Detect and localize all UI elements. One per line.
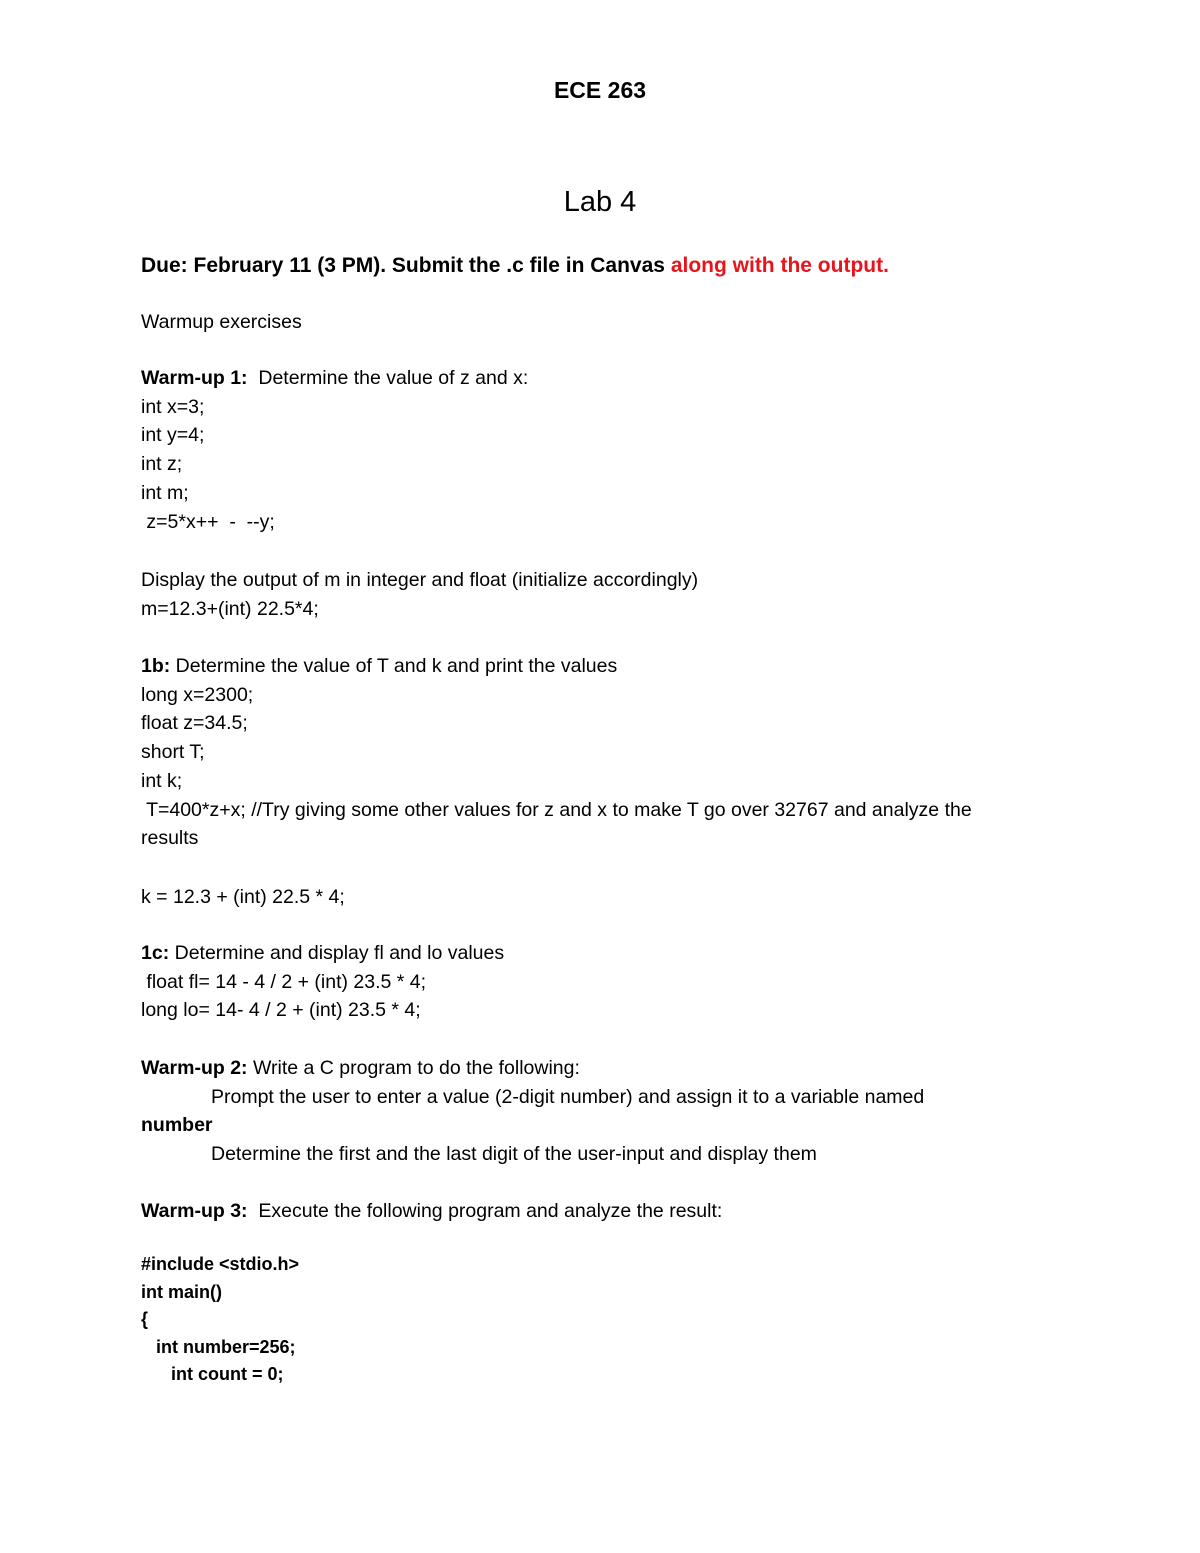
- warmup3-label: Warm-up 3:: [141, 1200, 248, 1222]
- code-line: int main(): [141, 1281, 222, 1302]
- warmup1-label: Warm-up 1:: [141, 367, 248, 389]
- code-line: int z;: [141, 453, 183, 476]
- part1c-label: 1c:: [141, 942, 170, 964]
- code-line: z=5*x++ - --y;: [141, 510, 275, 533]
- due-line: [141, 252, 889, 280]
- part1b-label: 1b:: [141, 655, 171, 677]
- due-highlight: along with the output.: [670, 254, 889, 277]
- prompt-line: Prompt the user to enter a value (2-digit number) and assign it to a variable named: [211, 1085, 925, 1108]
- due-text: Due: February 11 (3 PM). Submit the .c file in Canvas: [141, 254, 671, 277]
- warmup3-code: [141, 1251, 299, 1389]
- determine-line: Determine the first and the last digit of the user-input and display them: [211, 1143, 817, 1166]
- code-line: int y=4;: [141, 424, 205, 447]
- m-expression: m=12.3+(int) 22.5*4;: [141, 597, 319, 620]
- code-line: short T;: [141, 741, 205, 764]
- part1b-text: Determine the value of T and k and print the values: [170, 655, 618, 677]
- code-line: float z=34.5;: [141, 712, 248, 735]
- warmup2-label: Warm-up 2:: [141, 1057, 248, 1079]
- k-line: k = 12.3 + (int) 22.5 * 4;: [141, 886, 345, 908]
- warmup-heading: Warmup exercises: [141, 311, 302, 333]
- code-line: long lo= 14- 4 / 2 + (int) 23.5 * 4;: [141, 999, 421, 1022]
- display-text: Display the output of m in integer and float (initialize accordingly): [141, 569, 699, 591]
- part1c-block: [141, 939, 504, 1025]
- t-line-cont: results: [141, 827, 199, 850]
- part1c-heading: [141, 939, 504, 968]
- code-line: long x=2300;: [141, 683, 254, 706]
- code-line: float fl= 14 - 4 / 2 + (int) 23.5 * 4;: [141, 970, 427, 993]
- part1b-heading: [141, 652, 972, 681]
- code-line: int m;: [141, 481, 189, 504]
- lab-title: Lab 4: [563, 186, 637, 218]
- display-block: [141, 566, 698, 623]
- part1c-text: Determine and display fl and lo values: [169, 942, 505, 964]
- warmup3-text: Execute the following program and analyze the result:: [247, 1200, 723, 1222]
- warmup2-text: Write a C program to do the following:: [247, 1057, 580, 1079]
- course-title: ECE 263: [553, 77, 647, 103]
- code-line: int count = 0;: [141, 1364, 284, 1384]
- warmup3-heading: [141, 1197, 722, 1226]
- number-word: number: [141, 1114, 213, 1137]
- warmup1-heading: [141, 364, 528, 393]
- warmup2-heading: [141, 1054, 924, 1083]
- part1b-block: [141, 652, 972, 853]
- code-line: {: [141, 1309, 149, 1329]
- warmup1-text: Determine the value of z and x:: [247, 367, 529, 389]
- warmup1-block: [141, 364, 528, 536]
- code-line: int number=256;: [141, 1336, 296, 1357]
- code-line: int k;: [141, 769, 183, 792]
- t-line: T=400*z+x; //Try giving some other values for z and x to make T go over 32767 and analyze the: [141, 798, 972, 821]
- code-line: #include <stdio.h>: [141, 1254, 300, 1274]
- warmup2-block: [141, 1054, 924, 1169]
- code-line: int x=3;: [141, 395, 205, 418]
